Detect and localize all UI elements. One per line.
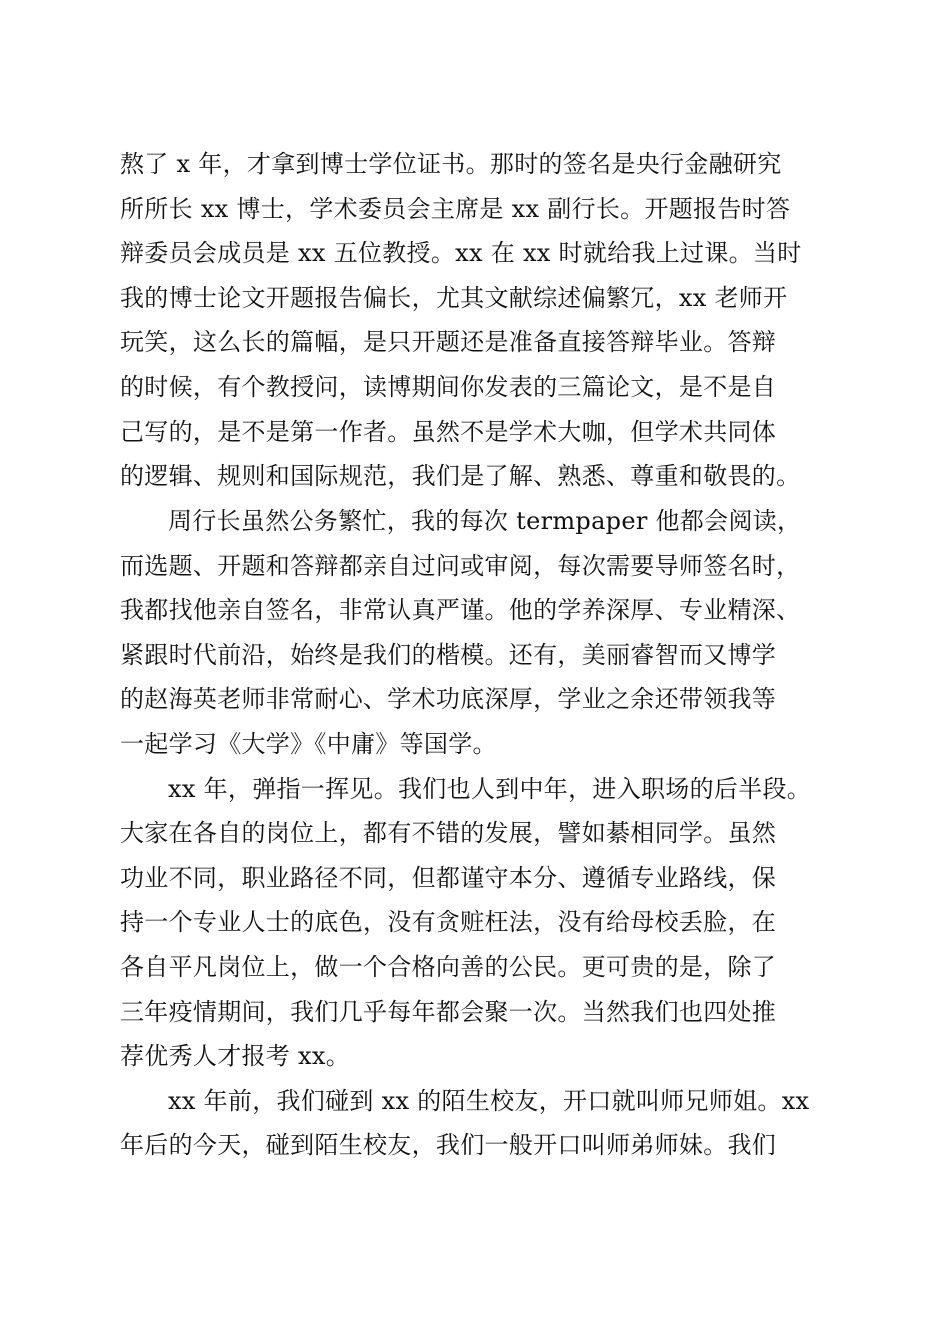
text-line: 持一个专业人士的底色，没有贪赃枉法，没有给母校丢脸，在	[120, 908, 777, 936]
text-line: 我的博士论文开题报告偏长，尤其文献综述偏繁冗，xx 老师开	[120, 284, 788, 312]
text-line: 各自平凡岗位上，做一个合格向善的公民。更可贵的是，除了	[120, 953, 777, 981]
paragraph-first-line: 周行长虽然公务繁忙，我的每次 termpaper 他都会阅读，	[168, 507, 802, 535]
paragraph-first-line: xx 年，弹指一挥见。我们也人到中年，进入职场的后半段。	[168, 775, 812, 803]
text-line: 玩笑，这么长的篇幅，是只开题还是准备直接答辩毕业。答辩	[120, 328, 777, 356]
paragraph-first-line: xx 年前，我们碰到 xx 的陌生校友，开口就叫师兄师姐。xx	[168, 1087, 810, 1115]
text-line: 的逻辑、规则和国际规范，我们是了解、熟悉、尊重和敬畏的。	[120, 462, 801, 490]
text-line: 年后的今天，碰到陌生校友，我们一般开口叫师弟师妹。我们	[120, 1131, 777, 1159]
text-line: 所所长 xx 博士，学术委员会主席是 xx 副行长。开题报告时答	[120, 195, 791, 223]
text-line: 己写的，是不是第一作者。虽然不是学术大咖，但学术共同体	[120, 418, 777, 446]
text-line: 大家在各自的岗位上，都有不错的发展，譬如綦相同学。虽然	[120, 819, 777, 847]
text-line: 荐优秀人才报考 xx。	[120, 1042, 350, 1070]
text-line: 辩委员会成员是 xx 五位教授。xx 在 xx 时就给我上过课。当时	[120, 239, 802, 267]
text-line: 三年疫情期间，我们几乎每年都会聚一次。当然我们也四处推	[120, 998, 777, 1026]
text-line: 熬了 x 年，才拿到博士学位证书。那时的签名是央行金融研究	[120, 150, 782, 178]
text-line: 一起学习《大学》《中庸》等国学。	[120, 730, 497, 758]
text-line: 的时候，有个教授问，读博期间你发表的三篇论文，是不是自	[120, 373, 777, 401]
text-line: 功业不同，职业路径不同，但都谨守本分、遵循专业路线，保	[120, 864, 777, 892]
text-line: 我都找他亲自签名，非常认真严谨。他的学养深厚、专业精深、	[120, 596, 801, 624]
text-line: 而选题、开题和答辩都亲自过问或审阅，每次需要导师签名时，	[120, 552, 801, 580]
text-line: 的赵海英老师非常耐心、学术功底深厚，学业之余还带领我等	[120, 685, 777, 713]
text-line: 紧跟时代前沿，始终是我们的楷模。还有，美丽睿智而又博学	[120, 641, 777, 669]
